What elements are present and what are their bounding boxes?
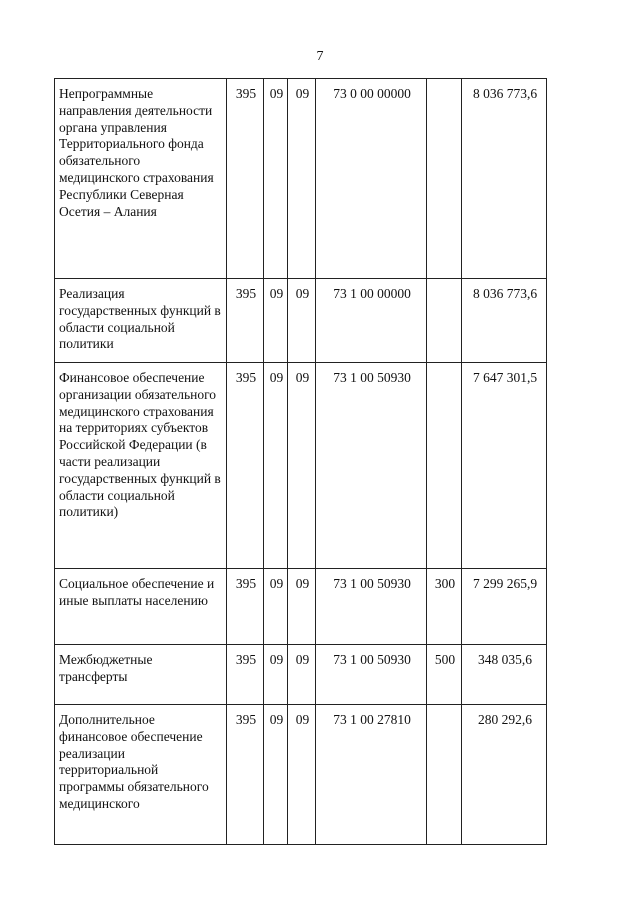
target-article: 73 1 00 50930 — [316, 363, 427, 569]
target-article: 73 0 00 00000 — [316, 79, 427, 279]
ministry-code: 395 — [227, 645, 264, 705]
subsection-code: 09 — [288, 279, 316, 363]
subsection-code: 09 — [288, 645, 316, 705]
expense-type: 300 — [427, 569, 462, 645]
section-code: 09 — [264, 363, 288, 569]
ministry-code: 395 — [227, 363, 264, 569]
target-article: 73 1 00 50930 — [316, 645, 427, 705]
table-row — [55, 363, 547, 569]
section-code: 09 — [264, 279, 288, 363]
amount: 7 647 301,5 — [462, 363, 547, 569]
subsection-code: 09 — [288, 363, 316, 569]
expense-type — [427, 363, 462, 569]
amount: 8 036 773,6 — [462, 279, 547, 363]
ministry-code: 395 — [227, 569, 264, 645]
target-article: 73 1 00 27810 — [316, 705, 427, 845]
amount: 8 036 773,6 — [462, 79, 547, 279]
subsection-code: 09 — [288, 569, 316, 645]
section-code: 09 — [264, 645, 288, 705]
row-name: Дополнительное финансовое обеспечение реализации территориальной программы обязательного медицинского — [55, 705, 227, 845]
ministry-code: 395 — [227, 279, 264, 363]
amount: 280 292,6 — [462, 705, 547, 845]
table-row — [55, 645, 547, 705]
expense-type: 500 — [427, 645, 462, 705]
row-name: Реализация государственных функций в области социальной политики — [55, 279, 227, 363]
table-row — [55, 279, 547, 363]
table-row — [55, 79, 547, 279]
amount: 7 299 265,9 — [462, 569, 547, 645]
expense-type — [427, 79, 462, 279]
row-name: Межбюджетные трансферты — [55, 645, 227, 705]
row-name: Финансовое обеспечение организации обязательного медицинского страхования на территориях субъектов Российской Федерации (в части реализации государственных функций в области социальной политики) — [55, 363, 227, 569]
row-name: Непрограммные направления деятельности органа управления Территориального фонда обязательного медицинского страхования Республики Северная Осетия – Алания — [55, 79, 227, 279]
row-name: Социальное обеспечение и иные выплаты населению — [55, 569, 227, 645]
section-code: 09 — [264, 705, 288, 845]
target-article: 73 1 00 50930 — [316, 569, 427, 645]
target-article: 73 1 00 00000 — [316, 279, 427, 363]
table-row — [55, 569, 547, 645]
expense-type — [427, 705, 462, 845]
page-number: 7 — [316, 49, 324, 64]
table-row — [55, 705, 547, 845]
section-code: 09 — [264, 79, 288, 279]
ministry-code: 395 — [227, 79, 264, 279]
subsection-code: 09 — [288, 705, 316, 845]
section-code: 09 — [264, 569, 288, 645]
expense-type — [427, 279, 462, 363]
budget-table — [54, 78, 547, 845]
ministry-code: 395 — [227, 705, 264, 845]
subsection-code: 09 — [288, 79, 316, 279]
amount: 348 035,6 — [462, 645, 547, 705]
